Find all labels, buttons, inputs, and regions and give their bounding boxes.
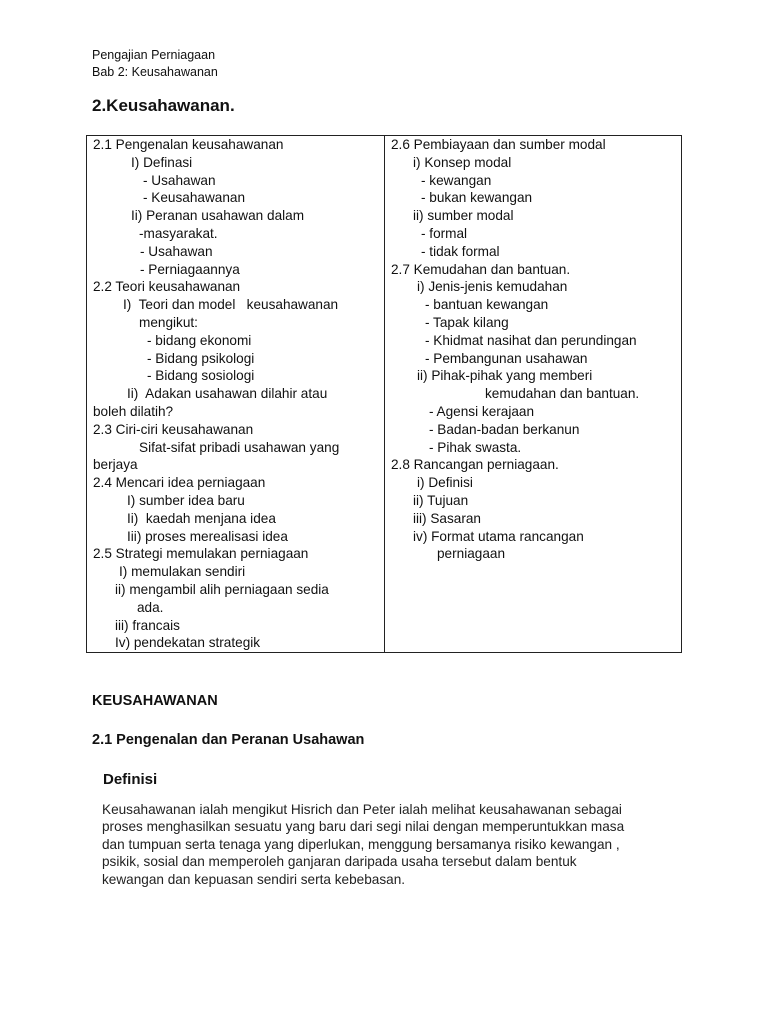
outline-right-item: - formal — [421, 225, 468, 241]
outline-right-item: 2.8 Rancangan perniagaan. — [391, 457, 559, 473]
outline-left-item: - Usahawan — [140, 243, 213, 259]
outline-right-item: - bukan kewangan — [421, 190, 533, 206]
outline-left-item: berjaya — [93, 457, 138, 473]
outline-left-item: mengikut: — [139, 314, 198, 330]
outline-right-item: - tidak formal — [421, 243, 500, 259]
outline-right-item: - Tapak kilang — [425, 314, 509, 330]
definition-line: Keusahawanan ialah mengikut Hisrich dan Peter ialah melihat keusahawanan sebagai — [102, 802, 622, 817]
outline-left-item: Ii) kaedah menjana idea — [127, 510, 276, 526]
outline-left-item: I) Teori dan model keusahawanan — [123, 297, 339, 313]
definition-line: proses menghasilkan sesuatu yang baru dari segi nilai dengan memperuntukkan masa — [102, 819, 625, 835]
outline-left-item: 2.2 Teori keusahawanan — [93, 279, 241, 295]
outline-left-item: - Usahawan — [143, 172, 216, 188]
definition-line: kewangan dan kepuasan sendiri serta kebebasan. — [102, 871, 406, 887]
outline-left-item: Sifat-sifat pribadi usahawan yang — [139, 439, 340, 455]
outline-right-item: i) Jenis-jenis kemudahan — [417, 279, 568, 295]
definition-paragraph — [102, 801, 682, 888]
outline-right-item: - Pihak swasta. — [429, 439, 522, 455]
outline-right-item: - kewangan — [421, 172, 492, 188]
chapter-title: 2.Keusahawanan. — [92, 96, 235, 115]
definition-line: dan tumpuan serta tenaga yang diperlukan, menggung bersamanya risiko kewangan , — [102, 836, 620, 852]
outline-right-item: - Agensi kerajaan — [429, 403, 535, 419]
document-subject: Pengajian Perniagaan — [92, 48, 216, 62]
outline-left-item: 2.4 Mencari idea perniagaan — [93, 475, 266, 491]
outline-left-item: - Perniagaannya — [140, 261, 240, 277]
subsection-heading: 2.1 Pengenalan dan Peranan Usahawan — [92, 732, 365, 748]
outline-left-item: I) sumber idea baru — [127, 492, 245, 508]
outline-right-item: perniagaan — [437, 546, 506, 562]
outline-table — [86, 135, 682, 653]
outline-right-item: - Badan-badan berkanun — [429, 421, 580, 437]
outline-left-item: 2.3 Ciri-ciri keusahawanan — [93, 421, 254, 437]
outline-right-item: kemudahan dan bantuan. — [485, 386, 640, 402]
definition-title: Definisi — [103, 771, 158, 788]
outline-right-item: - Pembangunan usahawan — [425, 350, 588, 366]
outline-left-item: Ii) Peranan usahawan dalam — [131, 208, 305, 224]
definition-line: psikik, sosial dan memperoleh ganjaran daripada usaha tersebut dalam bentuk — [102, 854, 577, 870]
outline-right-item: iv) Format utama rancangan — [413, 528, 584, 544]
outline-right-item: i) Konsep modal — [413, 154, 512, 170]
outline-right-item: ii) sumber modal — [413, 208, 514, 224]
outline-left-item: ada. — [137, 599, 164, 615]
outline-left-item: ii) mengambil alih perniagaan sedia — [115, 581, 329, 597]
outline-left-item: iii) francais — [115, 617, 180, 633]
outline-right-item: 2.6 Pembiayaan dan sumber modal — [391, 137, 606, 152]
section-heading: KEUSAHAWANAN — [92, 693, 218, 709]
outline-left-item: -masyarakat. — [139, 225, 218, 241]
outline-left-item: 2.1 Pengenalan keusahawanan — [93, 137, 284, 152]
outline-left-item: 2.5 Strategi memulakan perniagaan — [93, 546, 309, 562]
outline-right-item: iii) Sasaran — [413, 510, 481, 526]
outline-left-item: Iii) proses merealisasi idea — [127, 528, 288, 544]
outline-right-item: ii) Pihak-pihak yang memberi — [417, 368, 593, 384]
outline-right-column — [385, 136, 682, 653]
outline-left-item: I) Definasi — [131, 154, 193, 170]
outline-left-item: - Bidang psikologi — [147, 350, 255, 366]
outline-right-item: ii) Tujuan — [413, 492, 469, 508]
outline-left-item: boleh dilatih? — [93, 403, 174, 419]
outline-right-list — [385, 136, 681, 563]
outline-right-item: 2.7 Kemudahan dan bantuan. — [391, 261, 571, 277]
outline-left-item: Iv) pendekatan strategik — [115, 635, 261, 651]
outline-right-item: - Khidmat nasihat dan perundingan — [425, 332, 637, 348]
outline-left-item: - bidang ekonomi — [147, 332, 252, 348]
document-chapter: Bab 2: Keusahawanan — [92, 65, 218, 79]
outline-right-item: i) Definisi — [417, 475, 473, 491]
outline-left-item: - Bidang sosiologi — [147, 368, 255, 384]
outline-left-item: I) memulakan sendiri — [119, 564, 246, 580]
outline-right-item: - bantuan kewangan — [425, 297, 549, 313]
outline-left-list — [87, 136, 384, 652]
outline-left-item: Ii) Adakan usahawan dilahir atau — [127, 386, 328, 402]
outline-left-column — [87, 136, 385, 653]
outline-left-item: - Keusahawanan — [143, 190, 246, 206]
